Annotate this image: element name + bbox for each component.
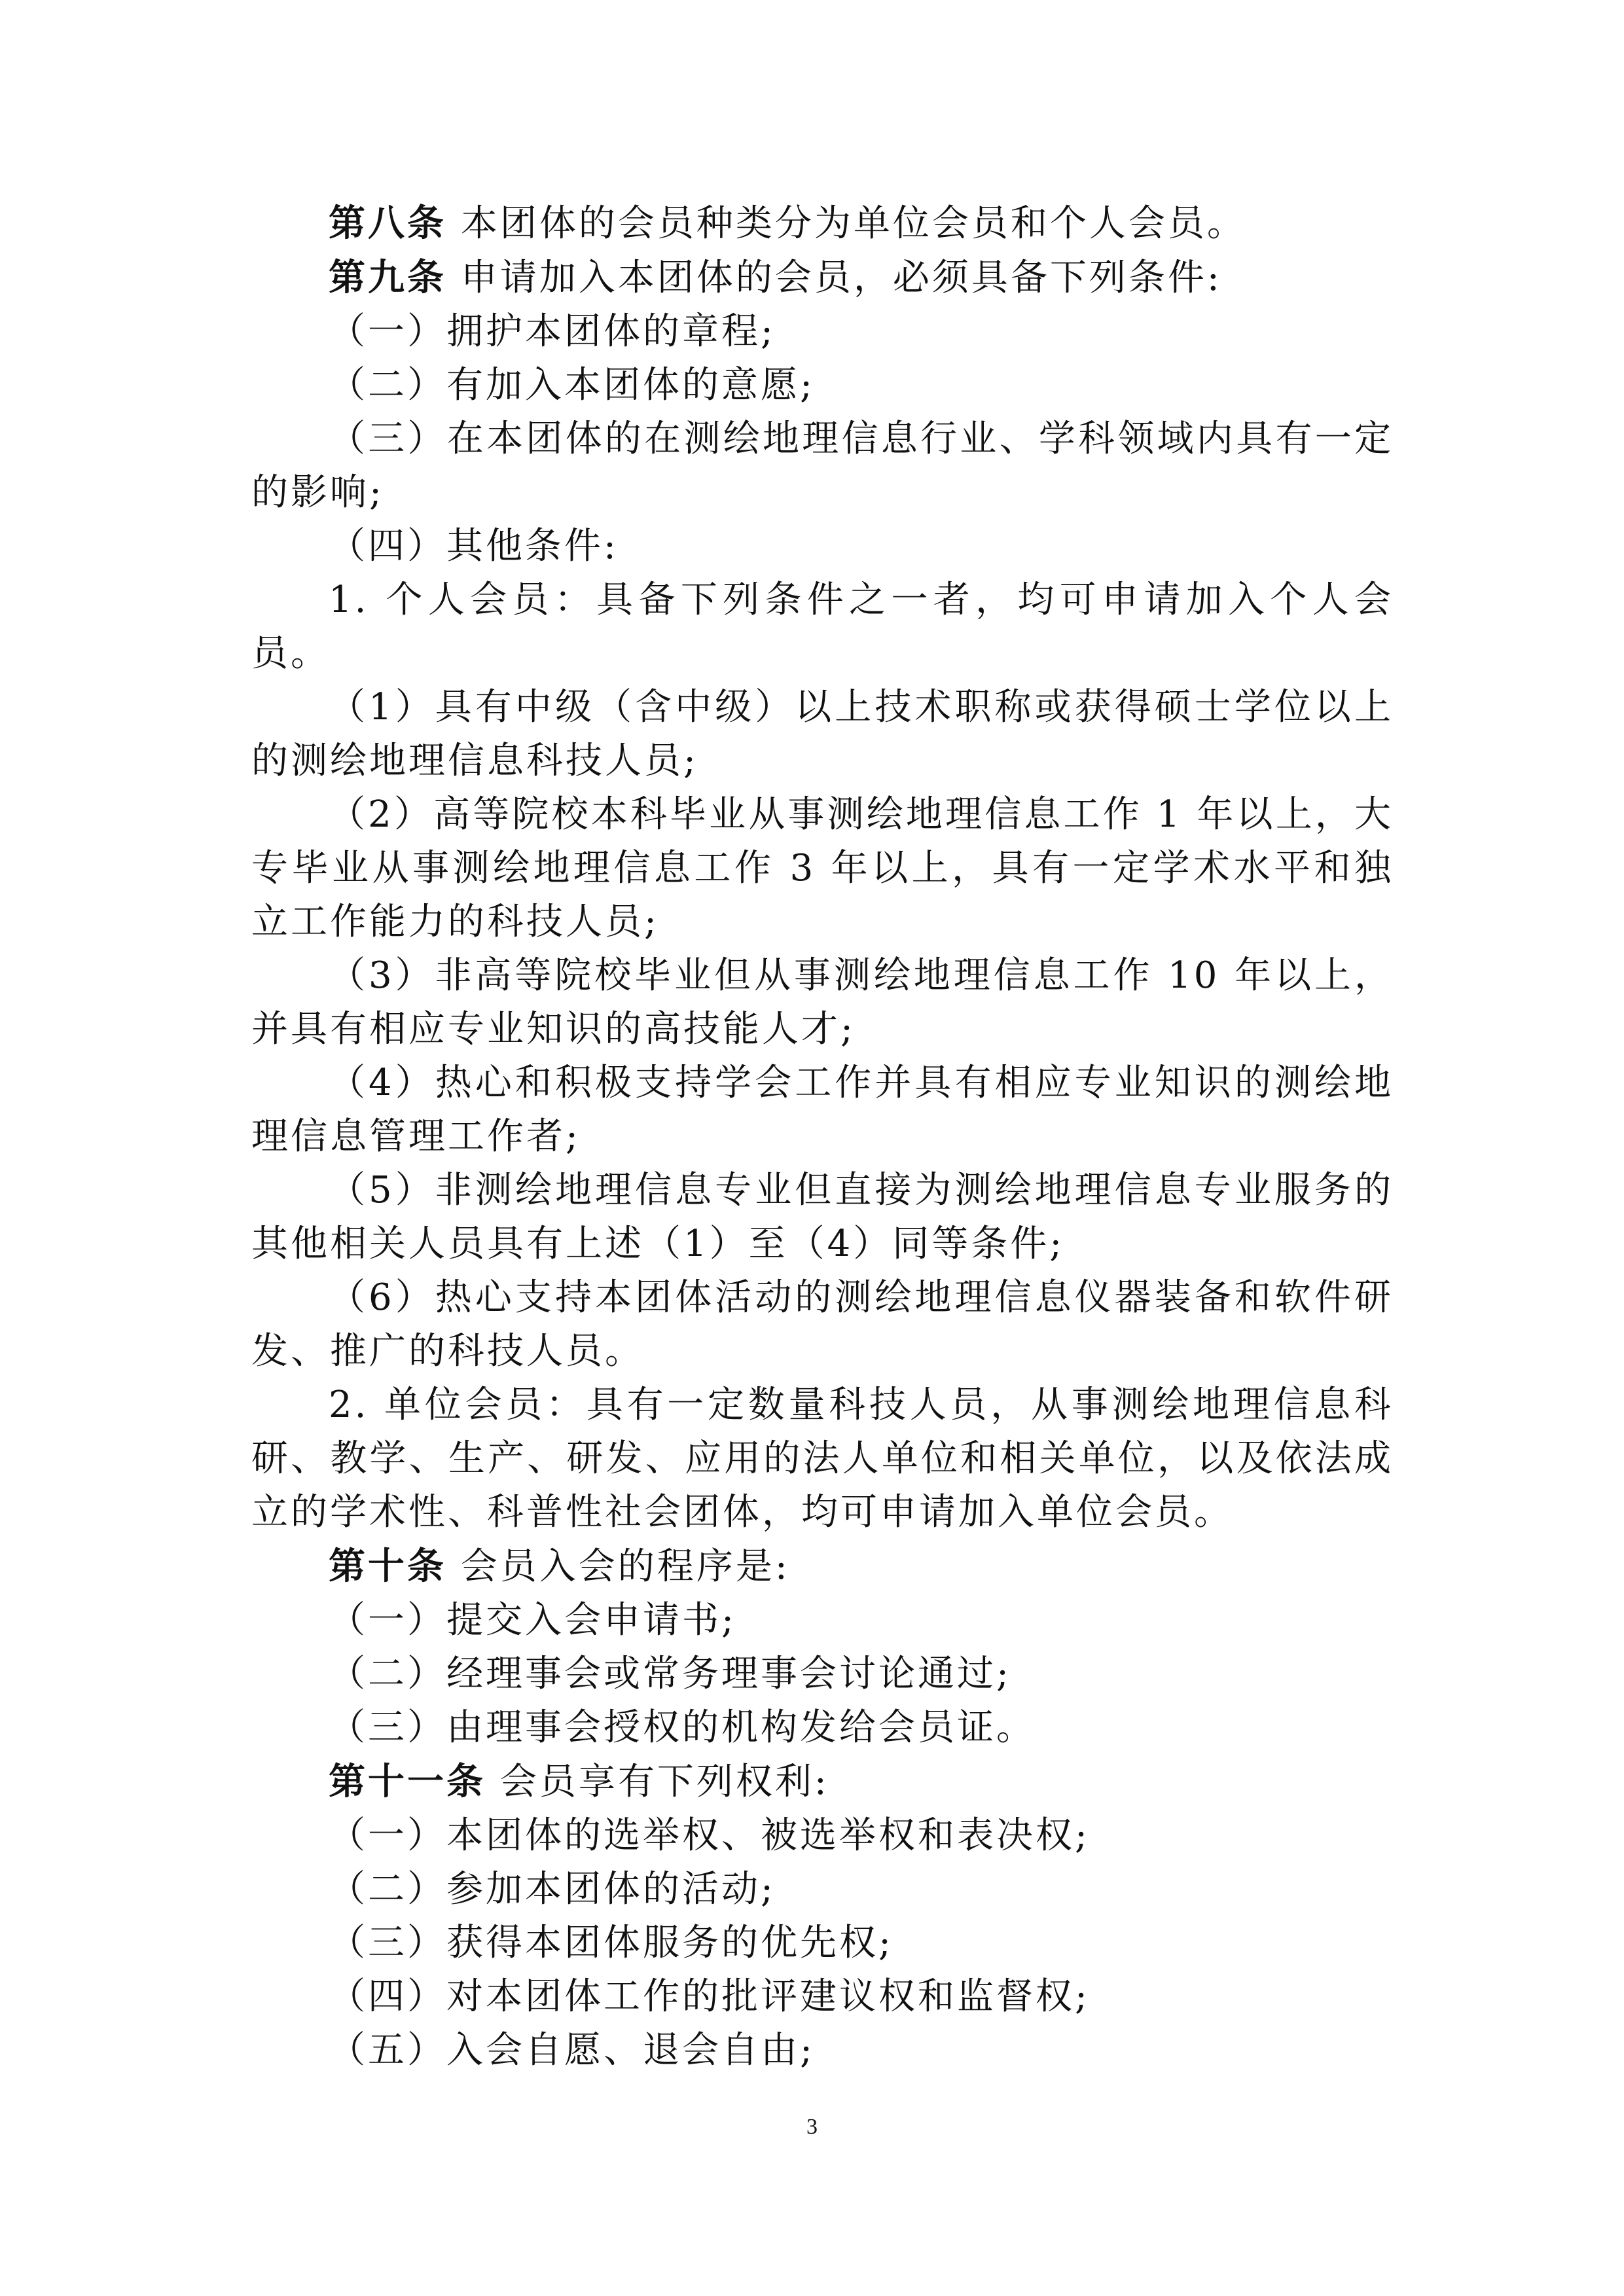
- paragraph-article-10: [251, 1539, 1394, 1594]
- paragraph-article-11: [251, 1755, 1394, 1809]
- paragraph: （一）提交入会申请书;: [329, 1599, 736, 1641]
- paragraph: （二）有加入本团体的意愿;: [329, 364, 815, 406]
- paragraph: （二）经理事会或常务理事会讨论通过;: [329, 1653, 1011, 1695]
- paragraph-text: 会员入会的程序是:: [460, 1545, 790, 1588]
- paragraph-article-9: [251, 251, 1394, 305]
- article-title: 第十条: [329, 1545, 446, 1588]
- paragraph: （1）具有中级（含中级）以上技术职称或获得硕士学位以上的测绘地理信息科技人员;: [251, 686, 1394, 782]
- paragraph-text: 本团体的会员种类分为单位会员和个人会员。: [460, 202, 1246, 245]
- paragraph: （4）热心和积极支持学会工作并具有相应专业知识的测绘地理信息管理工作者;: [251, 1062, 1394, 1158]
- paragraph: 1. 个人会员：具备下列条件之一者，均可申请加入个人会员。: [251, 579, 1394, 675]
- paragraph-article-8: [251, 196, 1394, 251]
- paragraph: （三）在本团体的在测绘地理信息行业、学科领域内具有一定的影响;: [251, 418, 1394, 514]
- paragraph: （一）本团体的选举权、被选举权和表决权;: [329, 1814, 1090, 1857]
- article-title: 第八条: [329, 202, 446, 245]
- paragraph: （5）非测绘地理信息专业但直接为测绘地理信息专业服务的其他相关人员具有上述（1）至（4）同等条件;: [251, 1169, 1394, 1265]
- paragraph: （一）拥护本团体的章程;: [329, 310, 776, 353]
- paragraph: （二）参加本团体的活动;: [329, 1868, 776, 1910]
- paragraph-text: 申请加入本团体的会员，必须具备下列条件:: [460, 257, 1222, 299]
- paragraph-text: 会员享有下列权利:: [499, 1761, 829, 1803]
- paragraph: （四）其他条件:: [329, 525, 619, 567]
- paragraph: （四）对本团体工作的批评建议权和监督权;: [329, 1975, 1090, 2018]
- paragraph: （三）获得本团体服务的优先权;: [329, 1922, 893, 1964]
- article-title: 第九条: [329, 256, 446, 299]
- paragraph: （3）非高等院校毕业但从事测绘地理信息工作 10 年以上，并具有相应专业知识的高技能人才;: [251, 954, 1394, 1050]
- paragraph: （五）入会自愿、退会自由;: [329, 2029, 815, 2072]
- paragraph: （2）高等院校本科毕业从事测绘地理信息工作 1 年以上，大专毕业从事测绘地理信息工作 3 年以上，具有一定学术水平和独立工作能力的科技人员;: [251, 793, 1394, 943]
- paragraph: （三）由理事会授权的机构发给会员证。: [329, 1706, 1036, 1749]
- document-body: [251, 196, 1394, 2077]
- article-title: 第十一条: [329, 1760, 486, 1803]
- paragraph: 2. 单位会员：具有一定数量科技人员，从事测绘地理信息科研、教学、生产、研发、应用的法人单位和相关单位，以及依法成立的学术性、科普性社会团体，均可申请加入单位会员。: [251, 1384, 1394, 1534]
- page-number: 3: [806, 2115, 818, 2139]
- paragraph: （6）热心支持本团体活动的测绘地理信息仪器装备和软件研发、推广的科技人员。: [251, 1276, 1394, 1372]
